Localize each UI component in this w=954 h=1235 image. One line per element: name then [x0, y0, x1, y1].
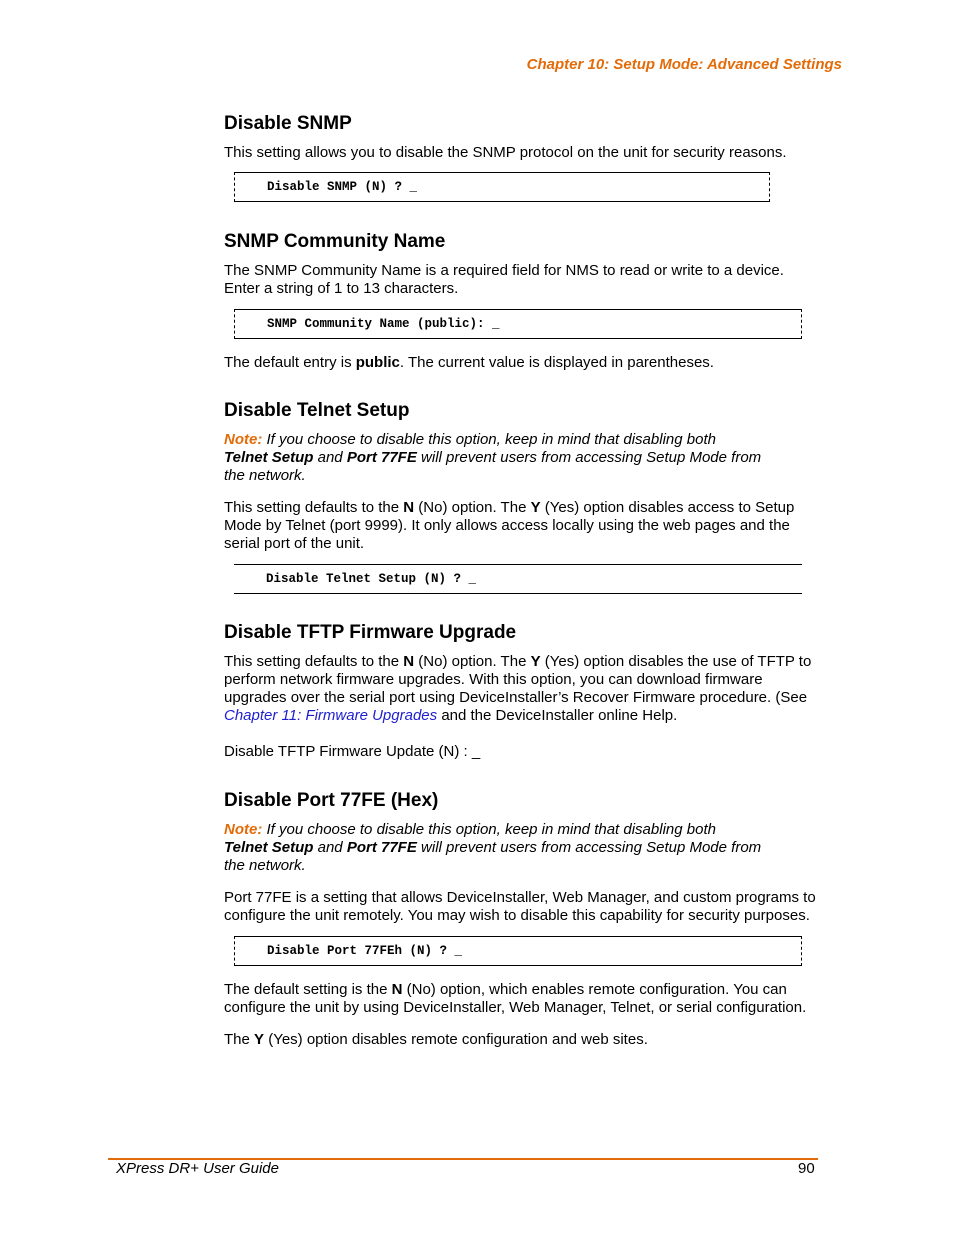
default-value: public	[355, 354, 400, 371]
tftp-description: This setting defaults to the N (No) option. The Y (Yes) option disables the use of TFTP to perform network firmware upgrades. With this option, you can download firmware upgrades over the serial port using DeviceInstaller’s Recover Firmware procedure. (See Chapter 11: Firmware Upgrades and the DeviceInstaller online Help.	[224, 653, 812, 724]
chapter-11-link[interactable]: Chapter 11: Firmware Upgrades	[224, 707, 438, 724]
snmp-code-box	[234, 172, 770, 202]
heading-disable-telnet: Disable Telnet Setup	[224, 400, 410, 421]
heading-disable-port77fe: Disable Port 77FE (Hex)	[224, 790, 439, 811]
telnet-code: Disable Telnet Setup (N) ? _	[266, 572, 477, 586]
port77-code: Disable Port 77FEh (N) ? _	[267, 944, 463, 958]
footer-guide-title: XPress DR+ User Guide	[116, 1160, 279, 1177]
community-code: SNMP Community Name (public): _	[267, 317, 500, 331]
port77-default-text: The default setting is the N (No) option, which enables remote configuration. You can configure the unit by using DeviceInstaller, Web Manager, Telnet, or serial configuration.	[224, 981, 807, 1016]
port77-note: Note: If you choose to disable this option, keep in mind that disabling both Telnet Setup and Port 77FE will prevent users from accessing Setup Mode from the network.	[224, 821, 762, 874]
community-code-box	[234, 309, 802, 339]
telnet-description: This setting defaults to the N (No) option. The Y (Yes) option disables access to Setup Mode by Telnet (port 9999). It only allows access locally using the web pages and the serial port of the unit.	[224, 499, 795, 552]
telnet-note: Note: If you choose to disable this option, keep in mind that disabling both Telnet Setup and Port 77FE will prevent users from accessing Setup Mode from the network.	[224, 431, 762, 484]
chapter-header: Chapter 10: Setup Mode: Advanced Settings	[526, 56, 842, 73]
port77-code-box	[234, 936, 802, 966]
community-description-2: Enter a string of 1 to 13 characters.	[224, 280, 459, 297]
heading-disable-snmp: Disable SNMP	[224, 113, 352, 134]
snmp-code: Disable SNMP (N) ? _	[267, 180, 418, 194]
community-default-text: The default entry is public. The current value is displayed in parentheses.	[224, 354, 714, 371]
snmp-description: This setting allows you to disable the SNMP protocol on the unit for security reasons.	[224, 144, 787, 161]
note-label: Note:	[224, 431, 263, 448]
page-content	[224, 112, 844, 1049]
footer-page-number: 90	[798, 1160, 815, 1177]
telnet-code-box	[234, 564, 802, 594]
heading-snmp-community: SNMP Community Name	[224, 231, 446, 252]
tftp-prompt: Disable TFTP Firmware Update (N) : _	[224, 743, 481, 760]
note-label: Note:	[224, 821, 263, 838]
heading-disable-tftp: Disable TFTP Firmware Upgrade	[224, 622, 517, 643]
port77-description: Port 77FE is a setting that allows DeviceInstaller, Web Manager, and custom programs to configure the unit remotely. You may wish to disable this capability for security purposes.	[224, 889, 816, 924]
community-description-1: The SNMP Community Name is a required field for NMS to read or write to a device.	[224, 262, 784, 279]
port77-yes-text: The Y (Yes) option disables remote configuration and web sites.	[224, 1031, 648, 1048]
